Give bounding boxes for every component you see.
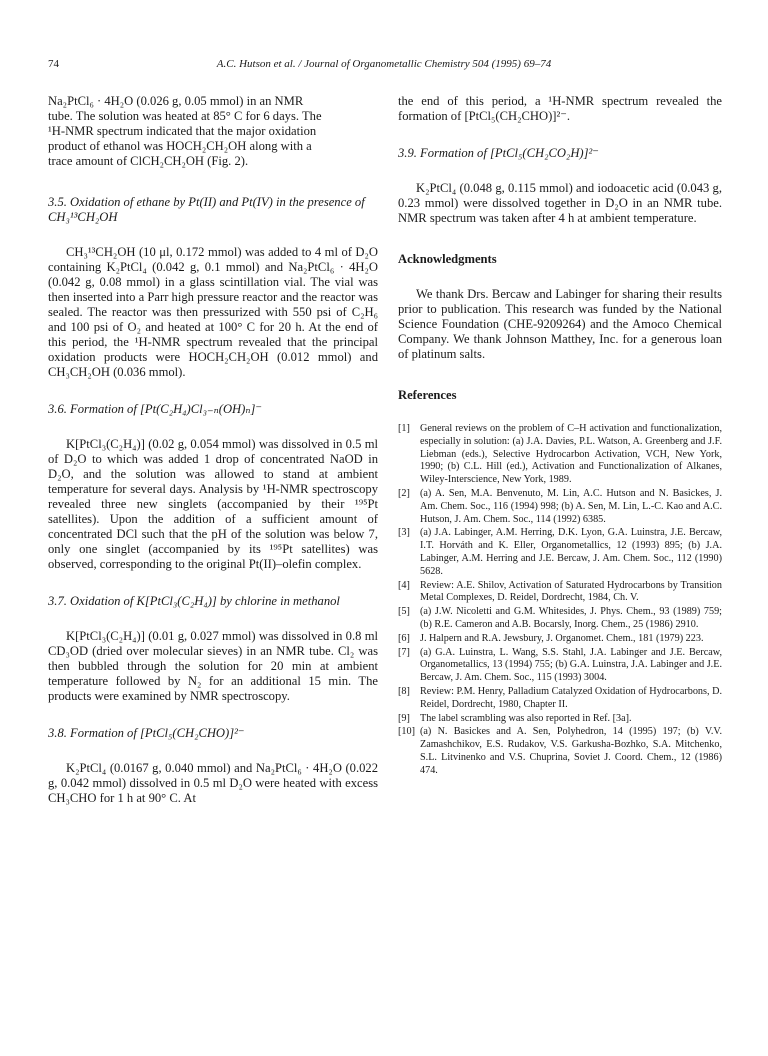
- reference-item: [398, 606, 722, 632]
- reference-number: [8]: [398, 685, 410, 697]
- line: ¹H-NMR spectrum indicated that the major oxidation: [48, 124, 317, 138]
- reference-number: [10]: [398, 726, 415, 738]
- reference-number: [6]: [398, 632, 410, 644]
- section-heading-3-6: 3.6. Formation of [Pt(C₂H₄)Cl₃₋ₙ(OH)ₙ]⁻: [48, 402, 262, 416]
- reference-text: (a) A. Sen, M.A. Benvenuto, M. Lin, A.C. Hutson and N. Basickes, J. Am. Chem. Soc., 116 (1994) 998; (b) A. Sen, M. Lin, L.-C. Kao and A.C. Hutson, J. Am. Chem. Soc., 114 (1992) 6385.: [420, 487, 722, 525]
- reference-item: [398, 726, 722, 777]
- reference-item: [398, 423, 722, 487]
- reference-text: (a) J.W. Nicoletti and G.M. Whitesides, J. Phys. Chem., 93 (1989) 759; (b) R.E. Cameron and A.B. Bocarsly, Inorg. Chem., 25 (1986) 2910.: [420, 606, 722, 630]
- section-heading-3-9: 3.9. Formation of [PtCl₅(CH₂CO₂H)]²⁻: [398, 146, 599, 160]
- reference-number: [9]: [398, 712, 410, 724]
- continued-paragraph: [48, 94, 378, 169]
- left-column: [48, 94, 378, 806]
- right-column: [398, 94, 722, 779]
- reference-text: General reviews on the problem of C–H activation and functionalization, especially in solution: (a) J.A. Davies, P.L. Watson, A. Greenberg and J.F. Liebman (eds.), Selective Hydrocarbon Activation, VCH, New York, 1990; (b) C.L. Hill (ed.), Activation and Functionalization of Alkanes, Wiley-Interscience, New York, 1989.: [420, 423, 722, 486]
- section-3-5-text: CH₃¹³CH₂OH (10 μl, 0.172 mmol) was added to 4 ml of D₂O containing K₂PtCl₄ (0.042 g, 0.1 mmol) and Na₂PtCl₆ · 4H₂O (0.042 g, 0.08 mmol) in a glass scintillation vial. The vial was then inserted into a Parr high pressure reactor and the reactor was sealed. The reactor was then pressurized with 550 psi of C₂H₆ and 100 psi of O₂ and heated at 100° C for 20 h. At the end of this period, the ¹H-NMR spectrum revealed that the principal oxidation products were HOCH₂CH₂OH (0.012 mmol) and CH₃CH₂OH (0.036 mmol).: [48, 245, 378, 379]
- running-header: [48, 58, 720, 76]
- reference-number: [1]: [398, 423, 410, 434]
- reference-item: [398, 488, 722, 526]
- reference-number: [4]: [398, 579, 410, 591]
- reference-number: [3]: [398, 527, 410, 539]
- running-head-citation: A.C. Hutson et al. / Journal of Organometallic Chemistry 504 (1995) 69–74: [216, 58, 552, 70]
- section-3-8-text: K₂PtCl₄ (0.0167 g, 0.040 mmol) and Na₂PtCl₆ · 4H₂O (0.022 g, 0.042 mmol) dissolved in 0.5 ml D₂O were heated with excess CH₃CHO for 1 h at 90° C. At: [48, 761, 378, 805]
- reference-text: Review: A.E. Shilov, Activation of Saturated Hydrocarbons by Transition Metal Complexes, D. Reidel, Dordrecht, 1984, Ch. V.: [420, 579, 722, 604]
- section-3-7-text: K[PtCl₃(C₂H₄)] (0.01 g, 0.027 mmol) was dissolved in 0.8 ml CD₃OD (dried over molecular sieves) in an NMR tube. Cl₂ was then bubbled through the solution for 20 min at ambient temperature followed by N₂ for an additional 15 min. The products were examined by NMR spectroscopy.: [48, 629, 378, 703]
- references-heading: References: [398, 388, 457, 402]
- reference-text: (a) N. Basickes and A. Sen, Polyhedron, 14 (1995) 197; (b) V.V. Zamashchikov, E.S. Rudakov, V.S. Garkusha-Bozhko, S.A. Mitchenko, S.L. Litvinenko and V.S. Chuprina, Soviet J. Coord. Chem., 12 (1986) 474.: [420, 726, 722, 776]
- page-number: 74: [48, 58, 59, 70]
- reference-item: [398, 713, 722, 726]
- line: trace amount of ClCH₂CH₂OH (Fig. 2).: [48, 154, 249, 168]
- section-heading-3-5: 3.5. Oxidation of ethane by Pt(II) and Pt(IV) in the presence of CH₃¹³CH₂OH: [48, 195, 365, 224]
- reference-item: [398, 580, 722, 606]
- line: Na₂PtCl₆ · 4H₂O (0.026 g, 0.05 mmol) in an NMR: [48, 94, 304, 108]
- reference-text: The label scrambling was also reported in Ref. [3a].: [420, 712, 632, 724]
- reference-number: [7]: [398, 646, 410, 658]
- acknowledgments-heading: Acknowledgments: [398, 252, 497, 266]
- section-heading-3-7: 3.7. Oxidation of K[PtCl₃(C₂H₄)] by chlorine in methanol: [48, 594, 340, 608]
- reference-text: Review: P.M. Henry, Palladium Catalyzed Oxidation of Hydrocarbons, D. Reidel, Dordrecht, 1980, Chapter II.: [420, 685, 722, 710]
- acknowledgments-text: We thank Drs. Bercaw and Labinger for sharing their results prior to publication. This research was funded by the National Science Foundation (CHE-9209264) and the Amoco Chemical Company. We thank Johnson Matthey, Inc. for a generous loan of platinum salts.: [398, 287, 722, 361]
- reference-text: (a) G.A. Luinstra, L. Wang, S.S. Stahl, J.A. Labinger and J.E. Bercaw, Organometallics, 13 (1994) 755; (b) G.A. Luinstra, J.A. Labinger and J.E. Bercaw, J. Am. Chem. Soc., 115 (1993) 3004.: [420, 646, 722, 684]
- reference-item: [398, 527, 722, 578]
- reference-item: [398, 633, 722, 646]
- continued-paragraph-right: the end of this period, a ¹H-NMR spectrum revealed the formation of [PtCl₅(CH₂CHO)]²⁻.: [398, 94, 722, 123]
- reference-number: [2]: [398, 487, 410, 499]
- reference-item: [398, 686, 722, 712]
- references-list: [398, 423, 722, 778]
- reference-text: J. Halpern and R.A. Jewsbury, J. Organomet. Chem., 181 (1979) 223.: [420, 632, 704, 644]
- section-heading-3-8: 3.8. Formation of [PtCl₅(CH₂CHO)]²⁻: [48, 726, 245, 740]
- section-3-9-text: K₂PtCl₄ (0.048 g, 0.115 mmol) and iodoacetic acid (0.043 g, 0.23 mmol) were dissolved together in D₂O in an NMR tube. NMR spectrum was taken after 4 h at ambient temperature.: [398, 181, 722, 225]
- reference-number: [5]: [398, 606, 410, 618]
- reference-item: [398, 647, 722, 685]
- line: tube. The solution was heated at 85° C for 6 days. The: [48, 109, 322, 123]
- line: product of ethanol was HOCH₂CH₂OH along with a: [48, 139, 312, 153]
- reference-text: (a) J.A. Labinger, A.M. Herring, D.K. Lyon, G.A. Luinstra, J.E. Bercaw, I.T. Horváth and K. Eller, Organometallics, 12 (1993) 895; (b) J.A. Labinger, A.M. Herring and J.E. Bercaw, J. Am. Chem. Soc., 112 (1990) 5628.: [420, 527, 722, 577]
- section-3-6-text: K[PtCl₃(C₂H₄)] (0.02 g, 0.054 mmol) was dissolved in 0.5 ml of D₂O to which was added 1 drop of concentrated NaOD in D₂O, and the solution was allowed to stand at ambient temperature for several days. Analysis by ¹H-NMR spectroscopy revealed three new singlets (accompanied by their ¹⁹⁵Pt satellites). Upon the addition of a sufficient amount of concentrated DCl such that the pH of the solution was below 7, only one singlet (accompanied by its ¹⁹⁵Pt satellites) was observed, corresponding to the original Pt(II)–olefin complex.: [48, 437, 378, 571]
